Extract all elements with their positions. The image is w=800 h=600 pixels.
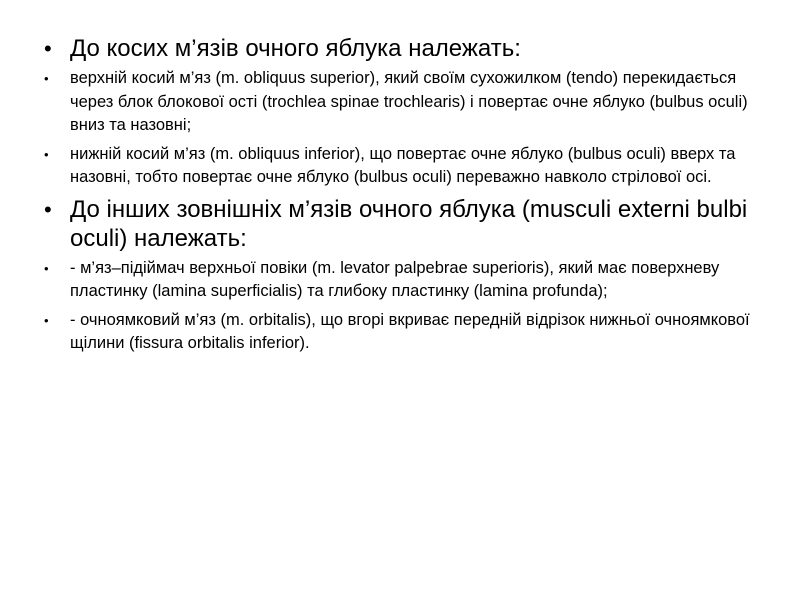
bullet-dot-icon: • [44,71,49,86]
list-item-orbitalis [44,309,764,356]
bullet-text: - м’яз–підіймач верхньої повіки (m. levator palpebrae superioris), який має поверхневу пластинку (lamina superficialis) та глибоку пластинку (lamina profunda); [70,258,720,300]
bullet-dot-icon: • [44,312,49,328]
list-item-inferior-oblique [44,143,764,190]
list-item-superior-oblique [44,67,764,138]
bullet-text: верхній косий м’яз (m. obliquus superior), який своїм сухожилком (tendo) перекидається через блок блокової ості (trochlea spinae trochlearis) і повертає очне яблуко (bulbus oculi) вниз та назовні; [70,69,748,134]
bullet-dot-icon: • [44,36,52,61]
bullet-list [44,34,764,356]
bullet-text: - очноямковий м’яз (m. orbitalis), що вгорі вкриває передній відрізок нижньої очноямкової щілини (fissura orbitalis inferior). [70,310,750,352]
list-item-levator-palpebrae [44,257,764,304]
heading-bullet-oblique-muscles [44,34,764,63]
bullet-text: нижній косий м’яз (m. obliquus inferior), що повертає очне яблуко (bulbus oculi) вверх та назовні, тобто повертає очне яблуко (bulbus oculi) переважно навколо стрілової осі. [70,144,736,186]
bullet-text: До інших зовнішніх м’язів очного яблука (musculi externi bulbi oculi) належать: [70,195,748,252]
slide-content [44,34,764,361]
bullet-dot-icon: • [44,146,49,162]
bullet-dot-icon: • [44,260,49,276]
heading-bullet-other-muscles [44,195,764,253]
bullet-text: До косих м’язів очного яблука належать: [70,35,521,62]
bullet-dot-icon: • [44,196,52,222]
